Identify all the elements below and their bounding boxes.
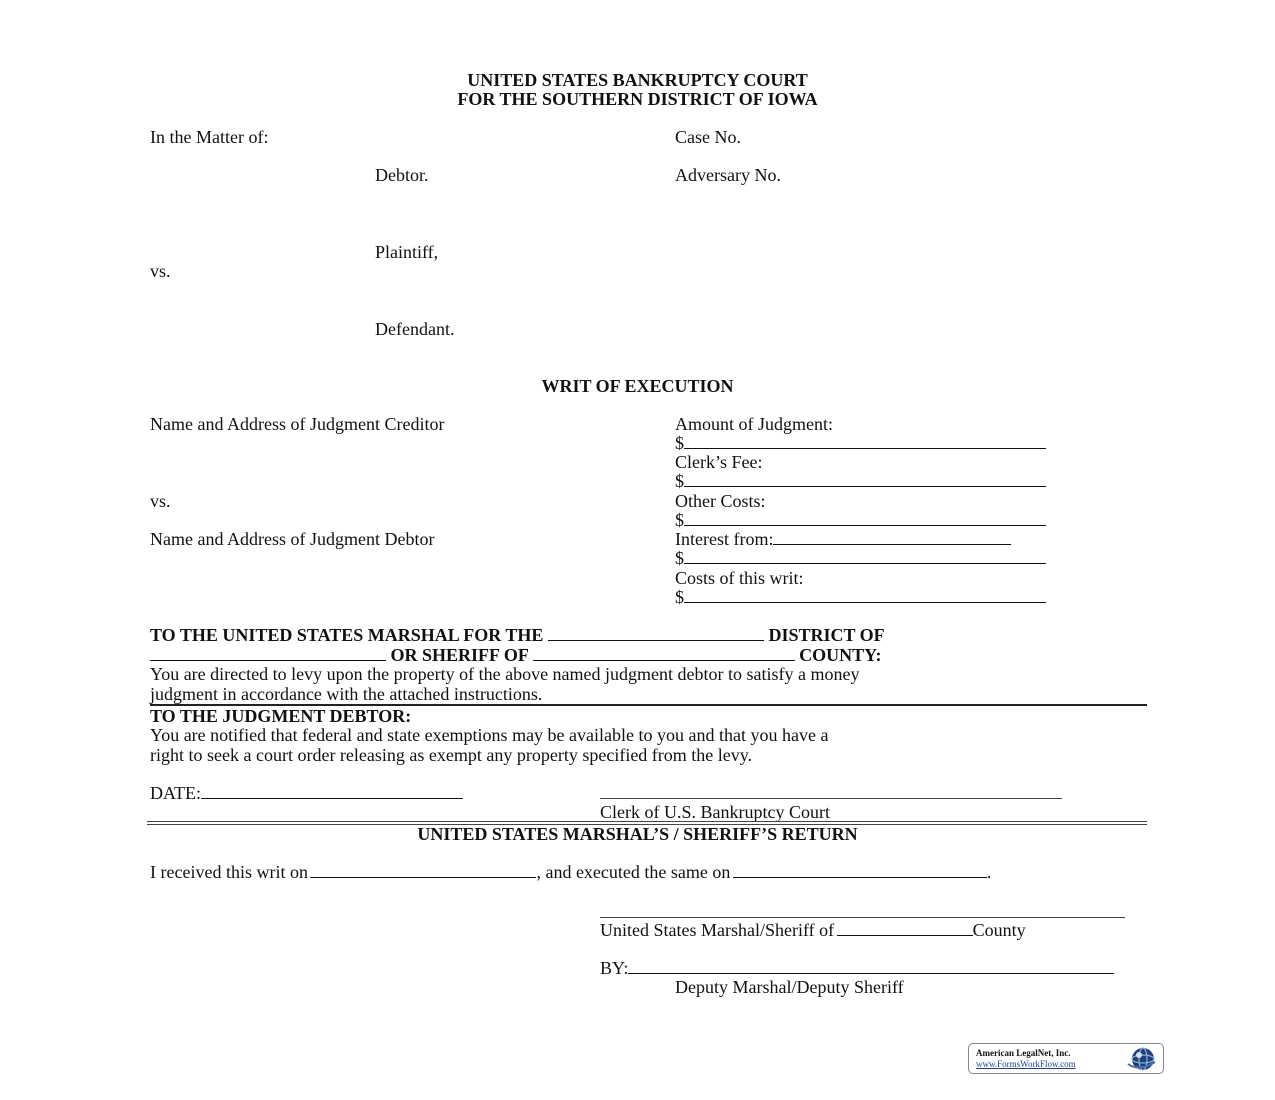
executed-on-text: , and executed the same on: [536, 862, 731, 882]
marshal-sheriff-of-text: United States Marshal/Sheriff of: [600, 920, 835, 940]
clerk-fee-label: Clerk’s Fee:: [675, 452, 763, 472]
marshal-sheriff-of-line: [600, 920, 1026, 940]
dollar-sign: $: [675, 510, 684, 530]
levy-instruction-line2: judgment in accordance with the attached instructions.: [150, 684, 543, 704]
judgment-creditor-label: Name and Address of Judgment Creditor: [150, 414, 445, 434]
globe-icon: [1125, 1046, 1159, 1072]
levy-instruction-line1: You are directed to levy upon the property of the above named judgment debtor to satisfy a money: [150, 664, 860, 684]
interest-amount-field[interactable]: [675, 548, 1046, 568]
defendant-label: Defendant.: [375, 319, 455, 339]
writ-vs: vs.: [150, 491, 171, 511]
interest-from-label: Interest from:: [675, 529, 774, 549]
deputy-label: Deputy Marshal/Deputy Sheriff: [675, 977, 904, 997]
sheriff-county-field[interactable]: [533, 645, 795, 661]
marshal-directive-text: TO THE UNITED STATES MARSHAL FOR THE: [150, 625, 544, 645]
received-date-field[interactable]: [310, 862, 536, 878]
sheriff-of-text: OR SHERIFF OF: [390, 645, 529, 665]
dollar-sign: $: [675, 587, 684, 607]
american-legalnet-logo: [968, 1043, 1164, 1074]
writ-title: WRIT OF EXECUTION: [541, 376, 734, 396]
by-signature-field[interactable]: [600, 958, 1114, 978]
judgment-debtor-label: Name and Address of Judgment Debtor: [150, 529, 435, 549]
marshal-signature-line[interactable]: [600, 917, 1125, 918]
other-costs-field[interactable]: [675, 510, 1046, 530]
in-matter-of-label: In the Matter of:: [150, 127, 269, 147]
costs-of-writ-label: Costs of this writ:: [675, 568, 804, 588]
costs-of-writ-field[interactable]: [675, 587, 1046, 607]
received-writ-statement: [150, 862, 991, 882]
clerk-fee-field[interactable]: [675, 471, 1046, 491]
court-district: FOR THE SOUTHERN DISTRICT OF IOWA: [457, 89, 818, 109]
county-text: COUNTY:: [799, 645, 882, 665]
judgment-debtor-heading: TO THE JUDGMENT DEBTOR:: [150, 706, 412, 726]
date-label: DATE:: [150, 783, 201, 803]
dollar-sign: $: [675, 548, 684, 568]
clerk-signature-line[interactable]: [600, 798, 1062, 799]
plaintiff-label: Plaintiff,: [375, 242, 439, 262]
other-costs-label: Other Costs:: [675, 491, 766, 511]
district-field[interactable]: [548, 625, 764, 641]
interest-from-field[interactable]: [675, 529, 1011, 549]
dollar-sign: $: [675, 471, 684, 491]
court-name: UNITED STATES BANKRUPTCY COURT: [467, 70, 808, 90]
debtor-label: Debtor.: [375, 165, 429, 185]
return-title: UNITED STATES MARSHAL’S / SHERIFF’S RETURN: [417, 824, 858, 844]
district-name-field[interactable]: [150, 645, 386, 661]
clerk-of-court-label: Clerk of U.S. Bankruptcy Court: [600, 802, 830, 822]
marshal-directive-line1: [150, 625, 885, 645]
exemption-notice-line1: You are notified that federal and state exemptions may be available to you and that you have a: [150, 725, 829, 745]
amount-of-judgment-label: Amount of Judgment:: [675, 414, 833, 434]
marshal-county-field[interactable]: [837, 920, 973, 936]
logo-website-link[interactable]: www.FormsWorkFlow.com: [976, 1059, 1076, 1069]
adversary-no-label: Adversary No.: [675, 165, 781, 185]
executed-date-field[interactable]: [733, 862, 987, 878]
exemption-notice-line2: right to seek a court order releasing as exempt any property specified from the levy.: [150, 745, 753, 765]
period: .: [986, 862, 992, 882]
dollar-sign: $: [675, 433, 684, 453]
caption-vs: vs.: [150, 261, 171, 281]
case-no-label: Case No.: [675, 127, 741, 147]
date-field[interactable]: [150, 783, 463, 803]
by-label: BY:: [600, 958, 629, 978]
district-of-text: DISTRICT OF: [768, 625, 885, 645]
marshal-directive-line2: [150, 645, 882, 665]
received-on-text: I received this writ on: [150, 862, 308, 882]
county-label: County: [972, 920, 1026, 940]
logo-company-name: American LegalNet, Inc.: [976, 1048, 1071, 1058]
return-divider-top: [147, 821, 1147, 822]
amount-of-judgment-field[interactable]: [675, 433, 1046, 453]
